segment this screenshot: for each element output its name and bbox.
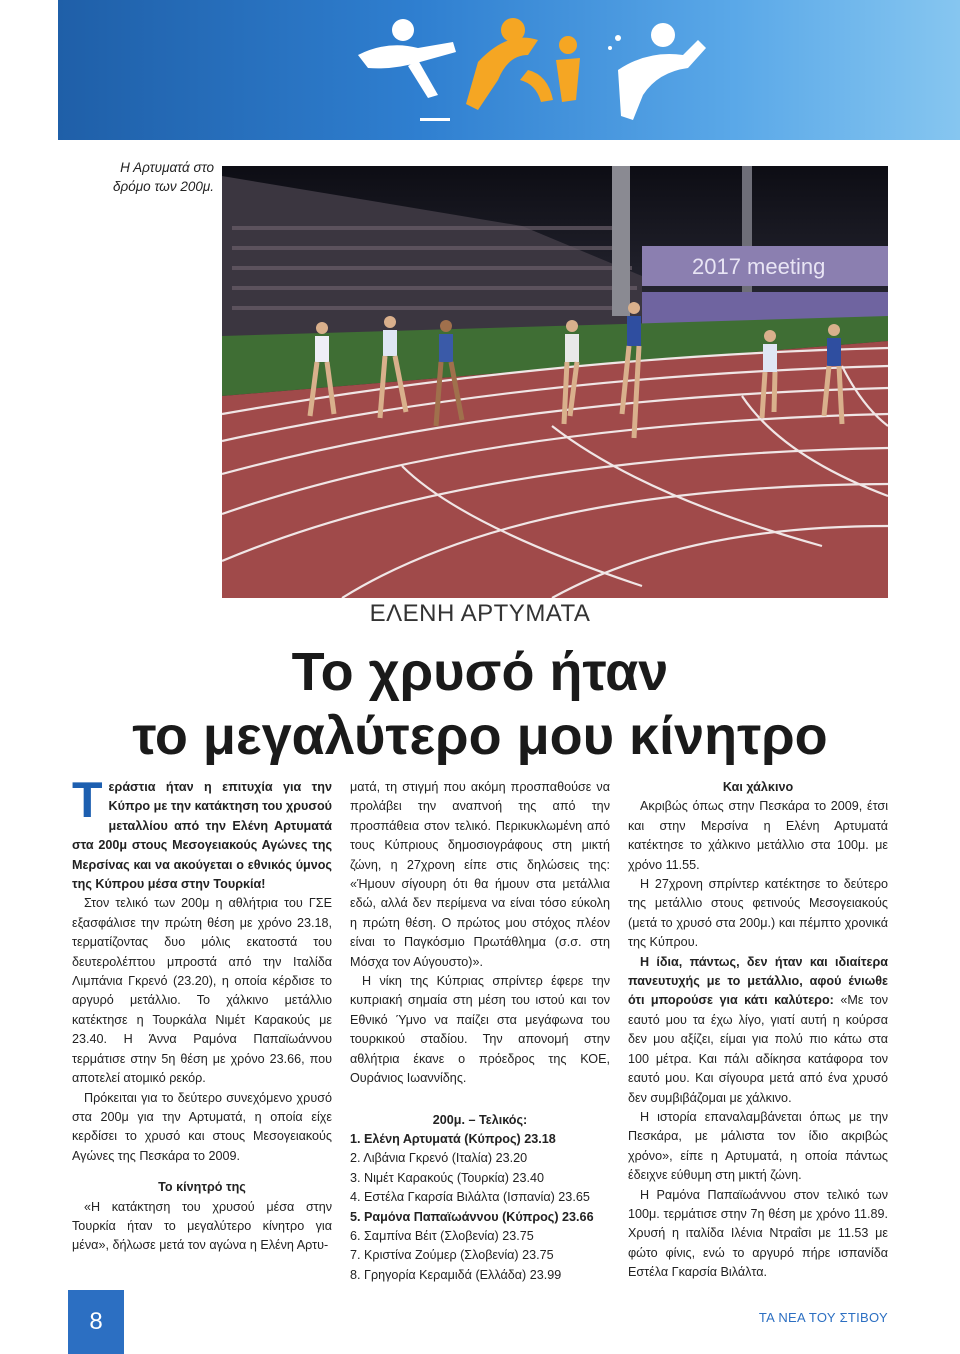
- photo-caption: Η Αρτυματά στο δρόμο των 200μ.: [113, 160, 214, 194]
- athletes-logo: [58, 0, 960, 140]
- result-item: 1. Ελένη Αρτυματά (Κύπρος) 23.18: [350, 1131, 556, 1146]
- thrower-figure-orange: [556, 36, 580, 102]
- stadium-banner-text: 2017 meeting: [692, 254, 826, 279]
- paragraph: ματά, τη στιγμή που ακόμη προσπαθούσε να προλάβει την αναπνοή της από την προσπάθεια στον τελικό. Περικυκλωμένη από τους Κύπριους δημοσιογράφους στη μικτή ζώνη, η 27χρονη είπε στις δηλώσεις της: «Ήμουν σίγουρη ότι θα ήμουν στα μετάλλια εδώ, αλλά δεν περίμενα να είναι τόσο εύκολη η πρώτη θέση. Ο πρώτος μου στόχος πλέον είναι το Παγκόσμιο Πρωτάθλημα (σ.σ. στη Μόσχα τον Αύγουστο)».: [350, 780, 610, 969]
- section-subhead: Και χάλκινο: [722, 780, 794, 794]
- result-item: 4. Εστέλα Γκαρσία Βιλάλτα (Ισπανία) 23.65: [350, 1190, 590, 1205]
- lead-text: εράστια ήταν η επιτυχία για την Κύπρο με την κατάκτηση του χρυσού μεταλλίου από την Ελένη Αρτυματά στα 200μ στους Μεσογειακούς Αγώνες της Μερσίνας και να ακούγεται ο εθνικός ύμνος της Κύπρου μέσα στην Τουρκία!: [72, 780, 332, 892]
- page-number: 8: [68, 1290, 124, 1354]
- header-banner: [58, 0, 960, 140]
- article-kicker: ΕΛΕΝΗ ΑΡΤΥΜΑΤΑ: [369, 600, 591, 627]
- jumper-figure-orange: [466, 18, 553, 110]
- quote-text: «Με τον εαυτό μου τα έχω λίγο, γιατί αυτή η κούρσα δεν μου αξίζει, είμαι για πολύ πιο κάτω στα 100 μέτρα. Και πάλι αδίκησα κατάφορα τον εαυτό μου. Και σίγουρα μετά από ένα χρυσό δεν συμβιβάζομαι με χάλκινο.: [628, 993, 888, 1105]
- hurdler-figure-white: [608, 23, 706, 120]
- headline-line-2: το μεγαλύτερο μου κίνητρο: [132, 706, 828, 766]
- race-photo: [222, 166, 888, 598]
- column-2: [350, 778, 610, 1285]
- column-3: [628, 778, 888, 1283]
- bold-intro: Η ίδια, πάντως, δεν ήταν και ιδιαίτερα πανευτυχής με το μετάλλιο, αφού ένιωθε ότι μπορούσε για κάτι καλύτερο:: [628, 954, 888, 1008]
- paragraph: «Η κατάκτηση του χρυσού μέσα στην Τουρκία ήταν το μεγαλύτερο κίνητρο για μένα», δήλωσε μετά τον αγώνα η Ελένη Αρτυ-: [72, 1199, 332, 1253]
- column-1: [72, 772, 332, 1256]
- publication-title: ΤΑ ΝΕΑ ΤΟΥ ΣΤΙΒΟΥ: [758, 1310, 888, 1325]
- result-item: 6. Σαμπίνα Βέιτ (Σλοβενία) 23.75: [350, 1228, 534, 1243]
- drop-cap: Τ: [72, 772, 103, 828]
- paragraph: [628, 953, 888, 1108]
- runner-figure-white: [358, 19, 456, 121]
- paragraph: Πρόκειται για το δεύτερο συνεχόμενο χρυσό στα 200μ για την Αρτυματά, η οποία είχε κερδίσει το χρυσό και στους Μεσογειακούς Αγώνες της Πεσκάρα το 2009.: [72, 1090, 332, 1163]
- result-item: 7. Κριστίνα Ζούμερ (Σλοβενία) 23.75: [350, 1248, 554, 1263]
- paragraph: Η Ραμόνα Παπαϊωάννου στον τελικό των 100μ. τερμάτισε στην 7η θέση με χρόνο 11.89. Χρυσή η ιταλίδα Ιλένια Ντραΐσι με 11.53 με φώτο φίνις, ενώ το αργυρό πήρε ισπανίδα Εστέλα Γκαρσία Βιλάλτα.: [628, 1187, 888, 1280]
- results-list: [350, 1130, 610, 1285]
- race-scene: [222, 166, 888, 598]
- result-item: 5. Ραμόνα Παπαϊωάννου (Κύπρος) 23.66: [350, 1209, 594, 1224]
- paragraph: Στον τελικό των 200μ η αθλήτρια του ΓΣΕ εξασφάλισε την πρώτη θέση με χρόνο 23.18, τερματίζοντας δυο μόλις εκατοστά του δευτερολέπτου μπροστά από την Ιταλίδα Λιμπάνια Γκρενό (23.20), η οποία κέρδισε το αργυρό μετάλλιο. Το χάλκινο μετάλλιο κατέκτησε η Τουρκάλα Νιμέτ Καρακούς με 23.40. Η Άννα Ραμόνα Παπαϊωάννου τερμάτισε στην 5η θέση με χρόνο 23.66, που αποτελεί ατομικό ρεκόρ.: [72, 896, 332, 1086]
- paragraph: Η ιστορία επαναλαμβάνεται όπως με την Πεσκάρα, με μάλιστα τον ίδιο ακριβώς χρόνο», είπε η Αρτυματά, η οποία πάντως έδειχνε εύθυμη στη μικτή ζώνη.: [628, 1109, 888, 1183]
- result-item: 8. Γρηγορία Κεραμιδά (Ελλάδα) 23.99: [350, 1267, 562, 1282]
- paragraph: Η 27χρονη σπρίντερ κατέκτησε το δεύτερο της μετάλλιο στους φετινούς Μεσογειακούς (μετά το χρυσό στα 200μ.) και πέμπτο χρονικά της Κύπρου.: [628, 877, 888, 950]
- result-item: 2. Λιβάνια Γκρενό (Ιταλία) 23.20: [350, 1151, 528, 1166]
- headline-line-1: Το χρυσό ήταν: [291, 642, 669, 702]
- paragraph: Ακριβώς όπως στην Πεσκάρα το 2009, έτσι και στην Μερσίνα η Ελένη Αρτυματά κατέκτησε το χάλκινο μετάλλιο στα 100μ. με χρόνο 11.55.: [628, 799, 888, 872]
- section-subhead: Το κίνητρό της: [158, 1180, 246, 1195]
- results-title: 200μ. – Τελικός:: [432, 1112, 528, 1127]
- result-item: 3. Νιμέτ Καρακούς (Τουρκία) 23.40: [350, 1170, 544, 1185]
- paragraph: Η νίκη της Κύπριας σπρίντερ έφερε την κυπριακή σημαία στη μέση του ιστού και τον Εθνικό Ύμνο να παίζει στα μεγάφωνα του τουρκικού σταδίου. Την απονομή στην αθλήτρια έκανε ο πρόεδρος της ΚΟΕ, Ουράνιος Ιωαννίδης.: [350, 974, 610, 1086]
- lead-paragraph: [72, 772, 332, 894]
